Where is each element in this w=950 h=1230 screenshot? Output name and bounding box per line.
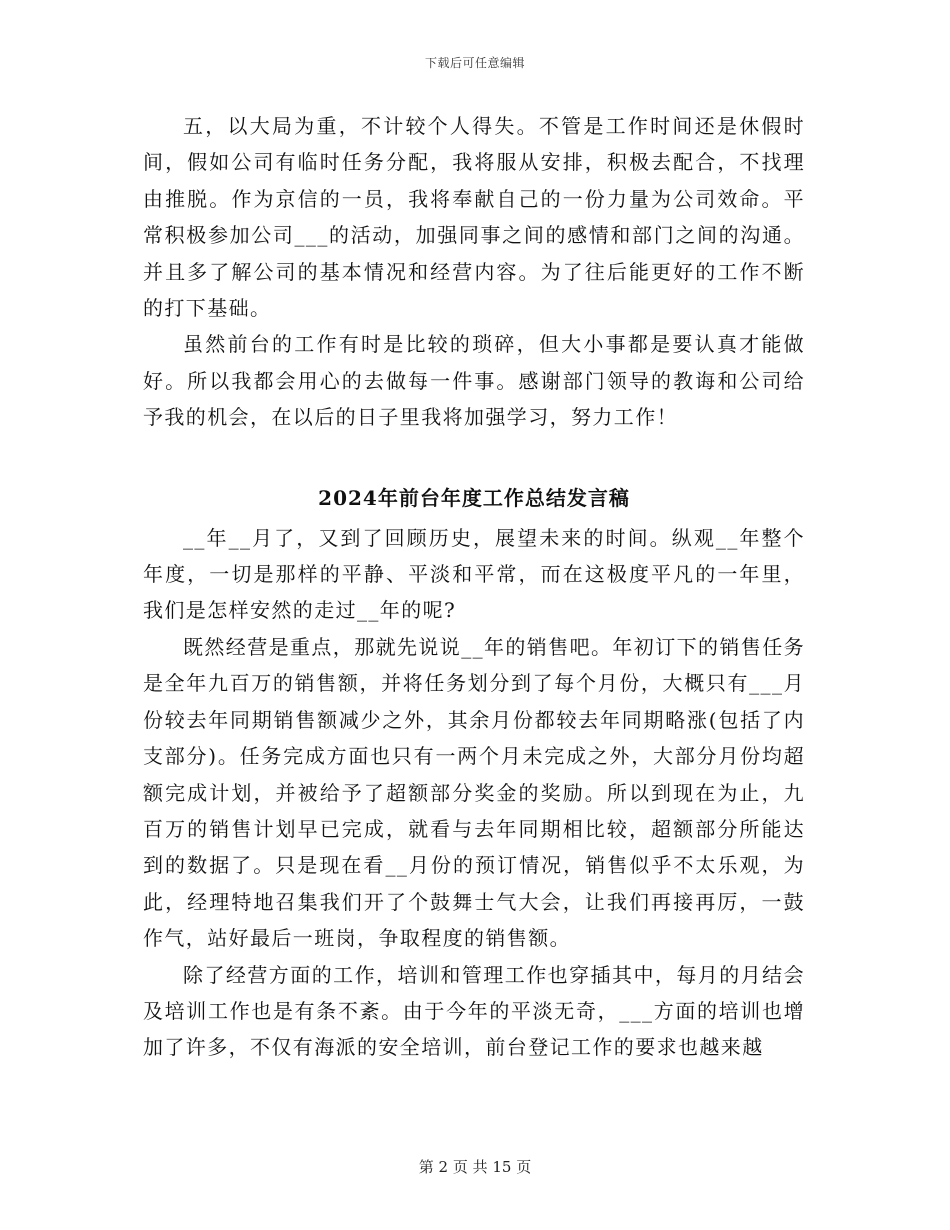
paragraph-sales: 既然经营是重点，那就先说说__年的销售吧。年初订下的销售任务是全年九百万的销售额，并将任务划分到了每个月份，大概只有___月份较去年同期销售额减少之外，其余月份都较去年同期略涨(包括了内支部分)。任务完成方面也只有一两个月未完成之外，大部分月份均超额完成计划，并被给予了超额部分奖金的奖励。所以到现在为止，九百万的销售计划早已完成，就看与去年同期相比较，超额部分所能达到的数据了。只是现在看__月份的预订情况，销售似乎不太乐观，为此，经理特地召集我们开了个鼓舞士气大会，让我们再接再厉，一鼓作气，站好最后一班岗，争取程度的销售额。 (143, 634, 805, 951)
page-number-footer: 第 2 页 共 15 页 (418, 1158, 532, 1176)
page-header: 下载后可任意编辑 (424, 56, 525, 70)
paragraph-closing: 虽然前台的工作有时是比较的琐碎，但大小事都是要认真才能做好。所以我都会用心的去做每一件事。感谢部门领导的教诲和公司给予我的机会，在以后的日子里我将加强学习，努力工作！ (143, 332, 805, 430)
paragraph-intro: __年__月了，又到了回顾历史，展望未来的时间。纵观__年整个年度，一切是那样的平静、平淡和平常，而在这极度平凡的一年里，我们是怎样安然的走过__年的呢? (143, 525, 805, 623)
paragraph-training: 除了经营方面的工作，培训和管理工作也穿插其中，每月的月结会及培训工作也是有条不紊。由于今年的平淡无奇，___方面的培训也增加了许多，不仅有海派的安全培训，前台登记工作的要求也越来越 (143, 962, 805, 1060)
document-body (143, 108, 805, 1066)
section-title: 2024年前台年度工作总结发言稿 (318, 485, 630, 510)
paragraph-item-5: 五，以大局为重，不计较个人得失。不管是工作时间还是休假时间，假如公司有临时任务分配，我将服从安排，积极去配合，不找理由推脱。作为京信的一员，我将奉献自己的一份力量为公司效命。平常积极参加公司___的活动，加强同事之间的感情和部门之间的沟通。并且多了解公司的基本情况和经营内容。为了往后能更好的工作不断的打下基础。 (143, 114, 805, 321)
